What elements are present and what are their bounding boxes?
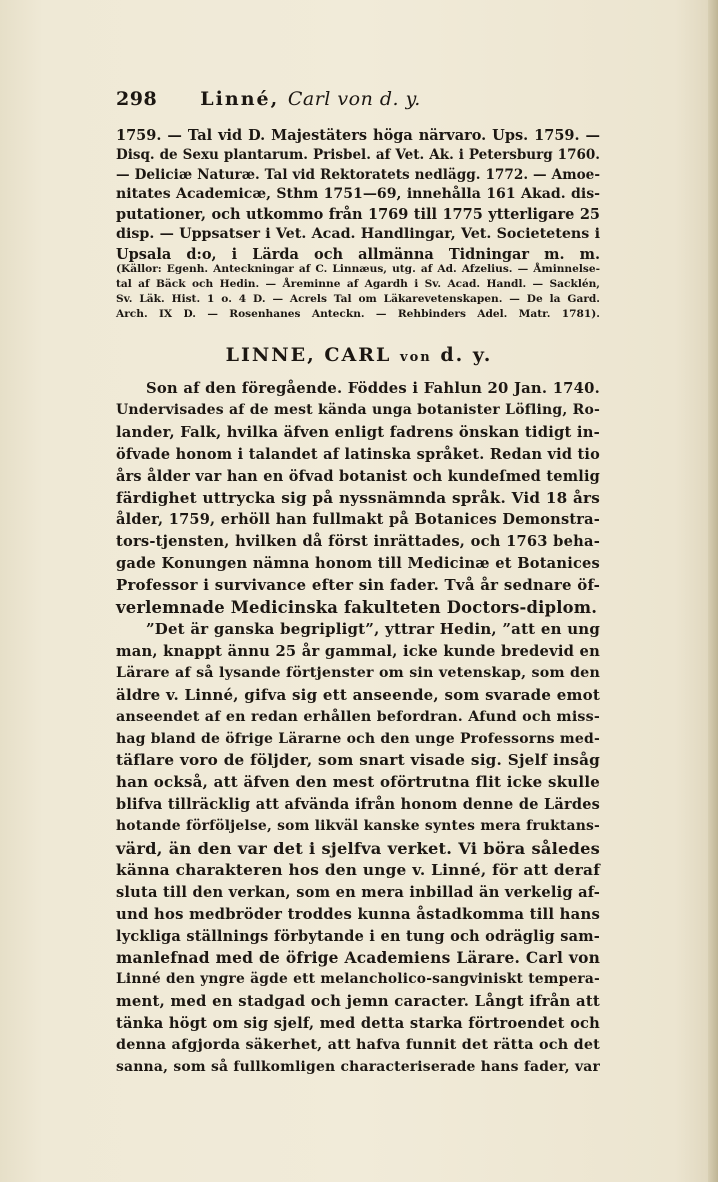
running-title-rest: Carl von d. y. (287, 88, 421, 110)
body-line: känna charakteren hos den unge v. Linné, för att deraf (116, 860, 600, 879)
article-title-rest: d. y. (440, 344, 493, 366)
body-line: äldre v. Linné, gifva sig ett anseende, som svarade emot (116, 685, 600, 704)
page-header (116, 88, 616, 110)
sources-line: Sv. Läk. Hist. 1 o. 4 D. — Acrels Tal om Läkarevetenskapen. — De la Gard. (116, 293, 600, 305)
page-edge (708, 0, 718, 1182)
sources-line: tal af Bäck och Hedin. — Åreminne af Agardh i Sv. Acad. Handl. — Sacklén, (116, 278, 600, 290)
body-line: färdighet uttrycka sig på nyssnämnda språk. Vid 18 års (116, 488, 600, 507)
body-line: hag bland de öfrige Lärarne och den unge Professorns med- (116, 730, 600, 747)
bibliography-line: disp. — Uppsatser i Vet. Acad. Handlingar, Vet. Societetens i (116, 225, 600, 242)
article-title-von: von (400, 350, 432, 365)
body-line: han också, att äfven den mest oförtrutna flit icke skulle (116, 773, 600, 792)
running-title (200, 88, 421, 110)
bibliography-line: putationer, och utkommo från 1769 till 1775 ytterligare 25 (116, 206, 600, 224)
bibliography-line: Disq. de Sexu plantarum. Prisbel. af Vet. Ak. i Petersburg 1760. (116, 146, 600, 163)
body-line: öfvade honom i talandet af latinska språket. Redan vid tio (116, 445, 600, 463)
body-line: Son af den föregående. Föddes i Fahlun 20 Jan. 1740. (146, 380, 600, 397)
body-line: Lärare af så lysande förtjenster om sin vetenskap, som den (116, 664, 600, 681)
body-line: värd, än den var det i sjelfva verket. Vi böra således (116, 839, 600, 859)
body-line: sanna, som så fullkomligen characteriserade hans fader, var (116, 1059, 600, 1076)
page-number: 298 (116, 88, 158, 110)
running-title-name: Linné, (200, 88, 280, 110)
sources-block (116, 262, 600, 322)
body-line: verlemnade Medicinska fakulteten Doctors-diplom. (116, 598, 598, 618)
bibliography-block (116, 126, 600, 265)
sources-line: Arch. IX D. — Rosenhanes Anteckn. — Rehbinders Adel. Matr. 1781). (116, 308, 600, 320)
body-line: års ålder var han en öfvad botanist och kundeſmed temlig (116, 467, 600, 485)
body-line: anseendet af en redan erhållen befordran. Afund och miss- (116, 708, 600, 725)
body-line: ment, med en stadgad och jemn caracter. Långt ifrån att (116, 992, 600, 1011)
body-line: tänka högt om sig sjelf, med detta starka förtroendet och (116, 1015, 600, 1033)
article-title (0, 344, 718, 366)
body-line: man, knappt ännu 25 år gammal, icke kunde bredevid en (116, 642, 600, 660)
body-line: manlefnad med de öfrige Academiens Lärare. Carl von (116, 948, 600, 967)
body-line: gade Konungen nämna honom till Medicinæ et Botanices (116, 555, 600, 573)
sources-line: (Källor: Egenh. Anteckningar af C. Linnæus, utg. af Ad. Afzelius. — Åminnelse- (116, 263, 600, 275)
body-line: denna afgjorda säkerhet, att hafva funnit det rätta och det (116, 1037, 600, 1054)
bibliography-line: nitates Academicæ, Sthm 1751—69, innehålla 161 Akad. dis- (116, 186, 600, 203)
bibliography-line: 1759. — Tal vid D. Majestäters höga närvaro. Ups. 1759. — (116, 127, 600, 144)
bibliography-line: — Deliciæ Naturæ. Tal vid Rektoratets nedlägg. 1772. — Amoe- (116, 166, 600, 183)
body-line: ”Det är ganska begripligt”, yttrar Hedin, ”att en ung (146, 619, 600, 638)
body-line: lander, Falk, hvilka äfven enligt fadrens önskan tidigt in- (116, 423, 600, 441)
bibliography-line: Upsala d:o, i Lärda och allmänna Tidningar m. m. (116, 245, 600, 263)
body-line: lyckliga ställnings förbytande i en tung och odräglig sam- (116, 927, 600, 945)
body-line: Undervisades af de mest kända unga botanister Löfling, Ro- (116, 401, 600, 418)
body-line: sluta till den verkan, som en mera inbillad än verkelig af- (116, 883, 600, 901)
body-line: tors-tjensten, hvilken då först inrättades, och 1763 beha- (116, 533, 600, 551)
article-title-main: LINNE, CARL (225, 344, 392, 366)
body-line: Linné den yngre ägde ett melancholico-sangviniskt tempera- (116, 971, 600, 988)
body-line: hotande förföljelse, som likväl kanske syntes mera fruktans- (116, 818, 600, 835)
body-line: täflare voro de följder, som snart visade sig. Sjelf insåg (116, 751, 600, 770)
body-line: Professor i survivance efter sin fader. Två år sednare öf- (116, 576, 600, 595)
body-line: ålder, 1759, erhöll han fullmakt på Botanices Demonstra- (116, 511, 600, 529)
body-line: und hos medbröder troddes kunna åstadkomma till hans (116, 905, 600, 923)
article-body (116, 378, 600, 1079)
body-line: blifva tillräcklig att afvända ifrån honom denne de Lärdes (116, 796, 600, 814)
